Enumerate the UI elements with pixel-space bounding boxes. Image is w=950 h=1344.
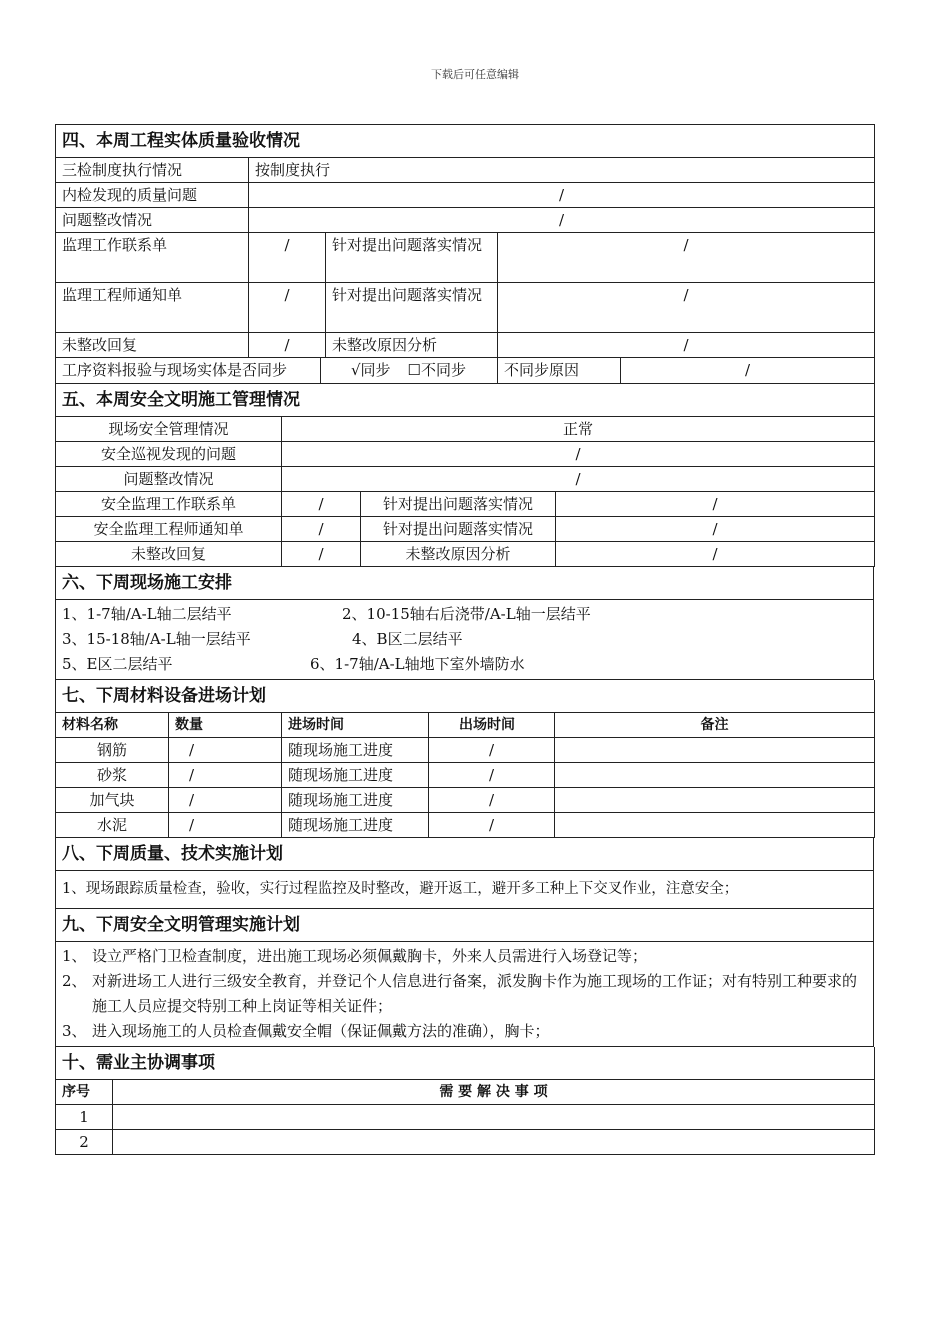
row-number: 2	[56, 1129, 113, 1154]
row-label-2: 针对提出问题落实情况	[361, 516, 556, 541]
row-label: 现场安全管理情况	[56, 416, 282, 441]
row-value: /	[249, 233, 326, 283]
row-label-2: 针对提出问题落实情况	[326, 233, 498, 283]
col-header: 备注	[555, 712, 875, 737]
row-text[interactable]	[113, 1104, 875, 1129]
section-title: 十、需业主协调事项	[56, 1047, 875, 1080]
schedule-item: 3、15-18轴/A-L轴一层结平	[62, 629, 251, 648]
col-header: 出场时间	[429, 712, 555, 737]
row-value: /	[282, 441, 875, 466]
sync-checkbox[interactable]: √同步	[321, 358, 402, 383]
material-note	[555, 762, 875, 787]
material-out: /	[429, 812, 555, 837]
row-text[interactable]	[113, 1129, 875, 1154]
row-label: 问题整改情况	[56, 466, 282, 491]
material-note	[555, 787, 875, 812]
material-qty: /	[169, 787, 282, 812]
row-label: 未整改回复	[56, 541, 282, 566]
row-value: 正常	[282, 416, 875, 441]
row-label: 未整改回复	[56, 333, 249, 358]
item-number: 3、	[62, 1021, 87, 1040]
material-qty: /	[169, 737, 282, 762]
row-value: /	[249, 333, 326, 358]
item-text: 设立严格门卫检查制度，进出施工现场必须佩戴胸卡，外来人员需进行入场登记等；	[92, 946, 648, 965]
row-value: /	[249, 183, 875, 208]
section-owner-coordination	[55, 1047, 875, 1155]
material-note	[555, 812, 875, 837]
row-label: 工序资料报验与现场实体是否同步	[56, 358, 321, 383]
col-header: 需 要 解 决 事 项	[113, 1079, 875, 1104]
col-header: 材料名称	[56, 712, 169, 737]
row-value: /	[282, 466, 875, 491]
row-value-2: /	[498, 283, 875, 333]
row-value: /	[282, 541, 361, 566]
material-out: /	[429, 762, 555, 787]
safety-plan-list	[56, 941, 874, 1046]
row-label-2: 未整改原因分析	[326, 333, 498, 358]
section-materials	[55, 680, 875, 838]
section-title: 七、下周材料设备进场计划	[56, 680, 875, 713]
row-label-2: 针对提出问题落实情况	[326, 283, 498, 333]
table-row	[56, 1129, 875, 1154]
row-value-2: /	[498, 233, 875, 283]
table-row	[56, 787, 875, 812]
row-value-2: /	[556, 516, 875, 541]
material-in: 随现场施工进度	[282, 812, 429, 837]
material-name: 加气块	[56, 787, 169, 812]
section-quality-plan	[55, 838, 874, 909]
table-row	[56, 737, 875, 762]
list-item	[62, 1019, 867, 1044]
list-item	[62, 944, 867, 969]
section-title: 八、下周质量、技术实施计划	[56, 838, 874, 871]
table-row	[56, 762, 875, 787]
row-label: 安全巡视发现的问题	[56, 441, 282, 466]
row-number: 1	[56, 1104, 113, 1129]
schedule-item: 4、B区二层结平	[352, 629, 463, 648]
schedule-list	[56, 599, 874, 679]
row-value: 按制度执行	[249, 158, 875, 183]
quality-plan-text: 1、现场跟踪质量检查，验收，实行过程监控及时整改，避开返工，避开多工种上下交叉作业，注意安全；	[56, 870, 874, 908]
material-name: 砂浆	[56, 762, 169, 787]
item-number: 2、	[62, 971, 87, 990]
col-header: 数量	[169, 712, 282, 737]
list-item	[62, 969, 867, 1019]
section-title: 五、本周安全文明施工管理情况	[56, 384, 875, 417]
material-name: 钢筋	[56, 737, 169, 762]
not-sync-checkbox[interactable]: ☐不同步	[402, 358, 498, 383]
section-safety	[55, 384, 875, 567]
section-title: 九、下周安全文明管理实施计划	[56, 909, 874, 942]
row-value: /	[282, 491, 361, 516]
material-out: /	[429, 787, 555, 812]
material-out: /	[429, 737, 555, 762]
row-label: 安全监理工作联系单	[56, 491, 282, 516]
material-qty: /	[169, 762, 282, 787]
material-note	[555, 737, 875, 762]
material-in: 随现场施工进度	[282, 762, 429, 787]
row-label: 安全监理工程师通知单	[56, 516, 282, 541]
row-label-2: 未整改原因分析	[361, 541, 556, 566]
material-name: 水泥	[56, 812, 169, 837]
row-label: 内检发现的质量问题	[56, 183, 249, 208]
row-value: /	[249, 283, 326, 333]
row-label: 监理工作联系单	[56, 233, 249, 283]
row-label-2: 针对提出问题落实情况	[361, 491, 556, 516]
row-label: 问题整改情况	[56, 208, 249, 233]
row-value-2: /	[498, 333, 875, 358]
section-safety-plan	[55, 909, 874, 1047]
row-value-2: /	[556, 541, 875, 566]
row-label-2: 不同步原因	[498, 358, 621, 383]
item-text: 进入现场施工的人员检查佩戴安全帽（保证佩戴方法的准确），胸卡；	[92, 1021, 550, 1040]
col-header: 序号	[56, 1079, 113, 1104]
header-note: 下载后可任意编辑	[431, 68, 519, 81]
material-in: 随现场施工进度	[282, 737, 429, 762]
row-label: 监理工程师通知单	[56, 283, 249, 333]
row-value: /	[249, 208, 875, 233]
row-value: /	[282, 516, 361, 541]
schedule-item: 1、1-7轴/A-L轴二层结平	[62, 604, 232, 623]
section-quality-acceptance	[55, 124, 875, 358]
table-row	[56, 812, 875, 837]
report-document	[55, 124, 874, 1155]
col-header: 进场时间	[282, 712, 429, 737]
section-next-week-construction	[55, 567, 874, 680]
row-value-2: /	[621, 358, 875, 383]
row-value-2: /	[556, 491, 875, 516]
schedule-item: 6、1-7轴/A-L轴地下室外墙防水	[310, 654, 525, 673]
table-row	[56, 1104, 875, 1129]
item-number: 1、	[62, 946, 87, 965]
section-title: 六、下周现场施工安排	[56, 567, 874, 600]
section-title: 四、本周工程实体质量验收情况	[56, 125, 875, 158]
item-text: 对新进场工人进行三级安全教育，并登记个人信息进行备案，派发胸卡作为施工现场的工作证；对有特别工种要求的施工人员应提交特别工种上岗证等相关证件；	[92, 971, 858, 1015]
sync-row-table	[55, 358, 875, 384]
schedule-item: 2、10-15轴右后浇带/A-L轴一层结平	[342, 604, 591, 623]
material-in: 随现场施工进度	[282, 787, 429, 812]
material-qty: /	[169, 812, 282, 837]
row-label: 三检制度执行情况	[56, 158, 249, 183]
schedule-item: 5、E区二层结平	[62, 654, 173, 673]
